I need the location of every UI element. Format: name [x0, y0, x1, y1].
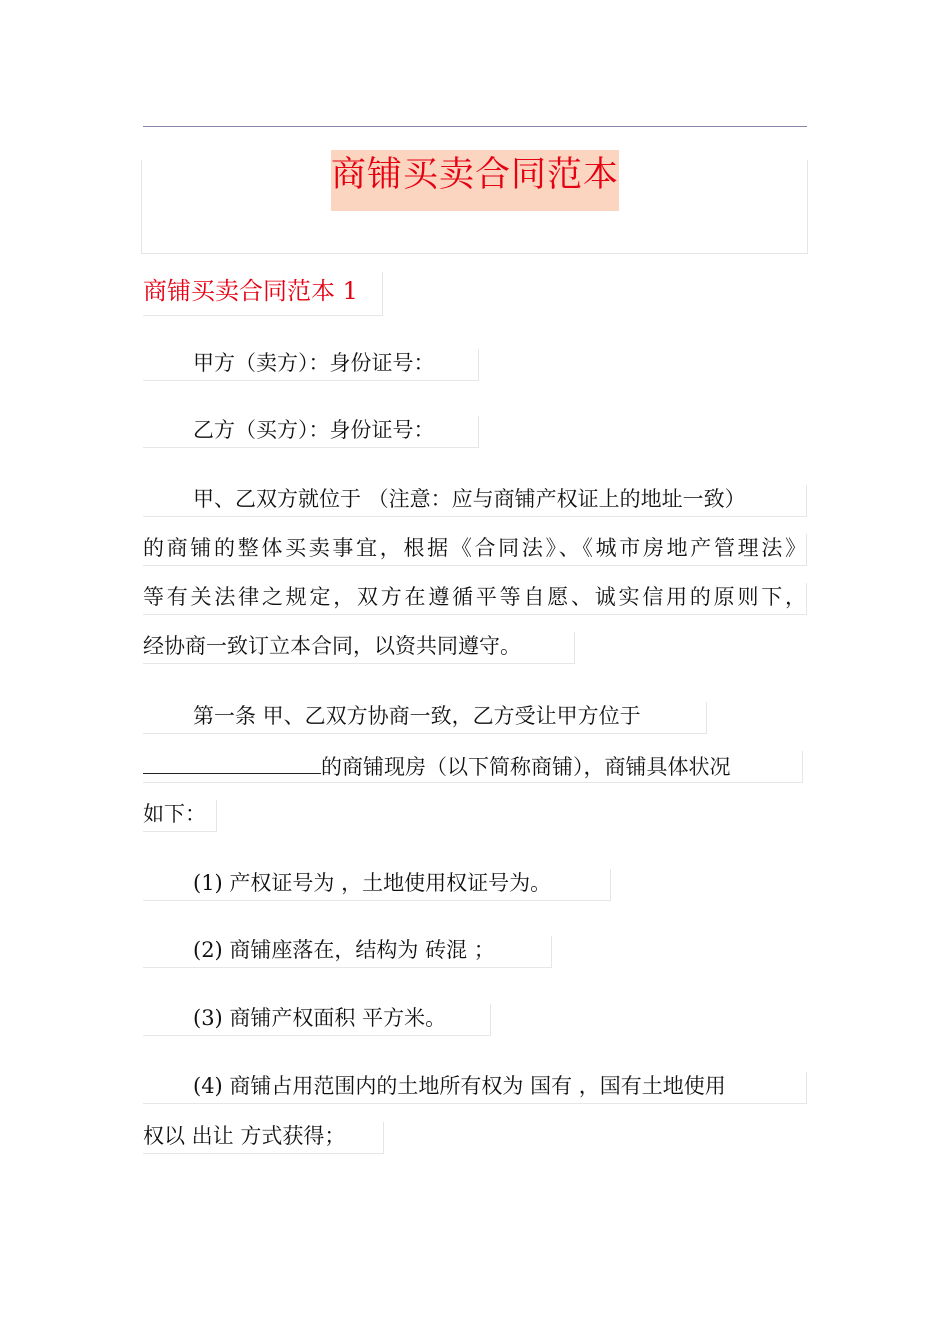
intro-line-1: 甲、乙双方就位于 （注意：应与商铺产权证上的地址一致）	[143, 485, 807, 517]
header-rule	[143, 126, 807, 127]
intro-line-2: 的商铺的整体买卖事宜，根据《合同法》、《城市房地产管理法》	[143, 534, 807, 566]
article-1-line-2-text: 的商铺现房（以下简称商铺），商铺具体状况	[321, 755, 731, 779]
article-1-line-3: 如下：	[143, 800, 217, 832]
article-1-line-1: 第一条 甲、乙双方协商一致，乙方受让甲方位于	[143, 702, 707, 734]
section-heading: 商铺买卖合同范本 1	[143, 272, 383, 316]
item-2-line: (2) 商铺座落在，结构为 砖混 ；	[143, 936, 552, 968]
intro-line-3: 等有关法律之规定，双方在遵循平等自愿、诚实信用的原则下，	[143, 583, 807, 615]
item-4-line-1: (4) 商铺占用范围内的土地所有权为 国有 ，国有土地使用	[143, 1072, 807, 1104]
item-3-line: (3) 商铺产权面积 平方米。	[143, 1004, 491, 1036]
item-1-line: (1) 产权证号为 ，土地使用权证号为。	[143, 869, 611, 901]
party-a-line: 甲方（卖方）：身份证号：	[143, 349, 479, 381]
party-b-line: 乙方（买方）：身份证号：	[143, 416, 479, 448]
document-title: 商铺买卖合同范本	[331, 150, 619, 211]
intro-line-4: 经协商一致订立本合同，以资共同遵守。	[143, 632, 575, 664]
item-4-line-2: 权以 出让 方式获得；	[143, 1122, 384, 1154]
blank-underline	[143, 751, 321, 774]
article-1-line-2	[143, 751, 803, 783]
